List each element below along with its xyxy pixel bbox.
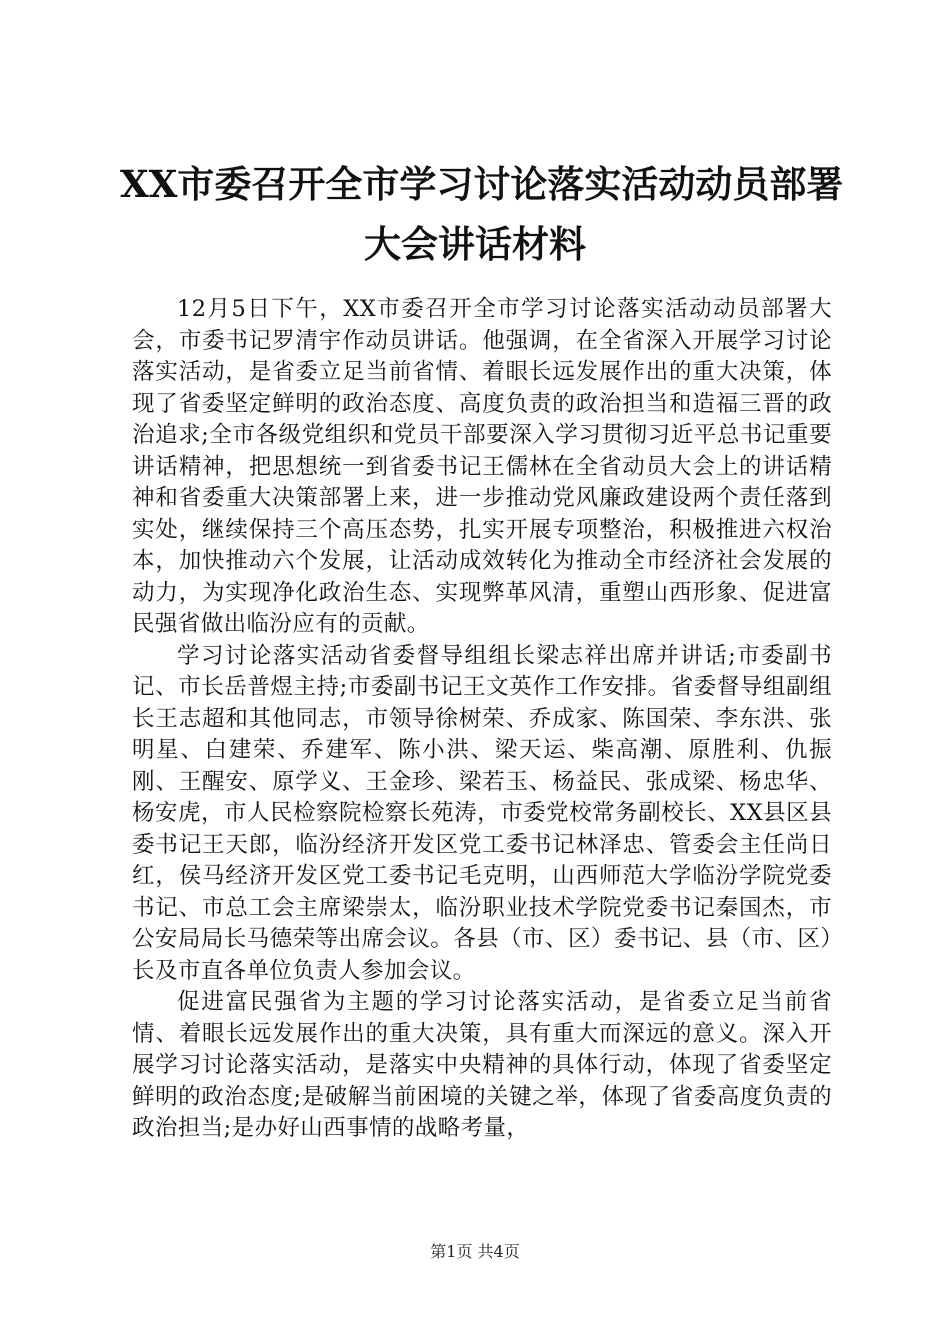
paragraph-2: 学习讨论落实活动省委督导组组长梁志祥出席并讲话;市委副书记、市长岳普煜主持;市委副书记王文英作工作安排。省委督导组副组长王志超和其他同志，市领导徐树荣、乔成家、陈国荣、李东洪、张明星、白建荣、乔建军、陈小洪、梁天运、柴高潮、原胜利、仇振刚、王醒安、原学义、王金珍、梁若玉、杨益民、张成梁、杨忠华、杨安虎，市人民检察院检察长苑涛，市委党校常务副校长、XX县区县委书记王天郎，临汾经济开发区党工委书记林泽忠、管委会主任尚日红，侯马经济开发区党工委书记毛克明，山西师范大学临汾学院党委书记、市总工会主席梁崇太，临汾职业技术学院党委书记秦国杰，市公安局局长马德荣等出席会议。各县（市、区）委书记、县（市、区）长及市直各单位负责人参加会议。 xyxy=(132,642,832,984)
document-title-line-1: XX市委召开全市学习讨论落实活动动员部署 xyxy=(120,162,844,206)
paragraph-1: 12月5日下午，XX市委召开全市学习讨论落实活动动员部署大会，市委书记罗清宇作动员讲话。他强调，在全省深入开展学习讨论落实活动，是省委立足当前省情、着眼长远发展作出的重大决策，体现了省委坚定鲜明的政治态度、高度负责的政治担当和造福三晋的政治追求;全市各级党组织和党员干部要深入学习贯彻习近平总书记重要讲话精神，把思想统一到省委书记王儒林在全省动员大会上的讲话精神和省委重大决策部署上来，进一步推动党风廉政建设两个责任落到实处，继续保持三个高压态势，扎实开展专项整治，积极推进六权治本，加快推动六个发展，让活动成效转化为推动全市经济社会发展的动力，为实现净化政治生态、实现弊革风清，重塑山西形象、促进富民强省做出临汾应有的贡献。 xyxy=(132,296,832,637)
document-body xyxy=(132,294,832,1145)
paragraph-3: 促进富民强省为主题的学习讨论落实活动，是省委立足当前省情、着眼长远发展作出的重大决策，具有重大而深远的意义。深入开展学习讨论落实活动，是落实中央精神的具体行动，体现了省委坚定鲜明的政治态度;是破解当前困境的关键之举，体现了省委高度负责的政治担当;是办好山西事情的战略考量， xyxy=(132,989,832,1141)
document-title-line-2: 大会讲话材料 xyxy=(364,222,586,266)
page-footer: 第1页 共4页 xyxy=(430,1242,520,1261)
